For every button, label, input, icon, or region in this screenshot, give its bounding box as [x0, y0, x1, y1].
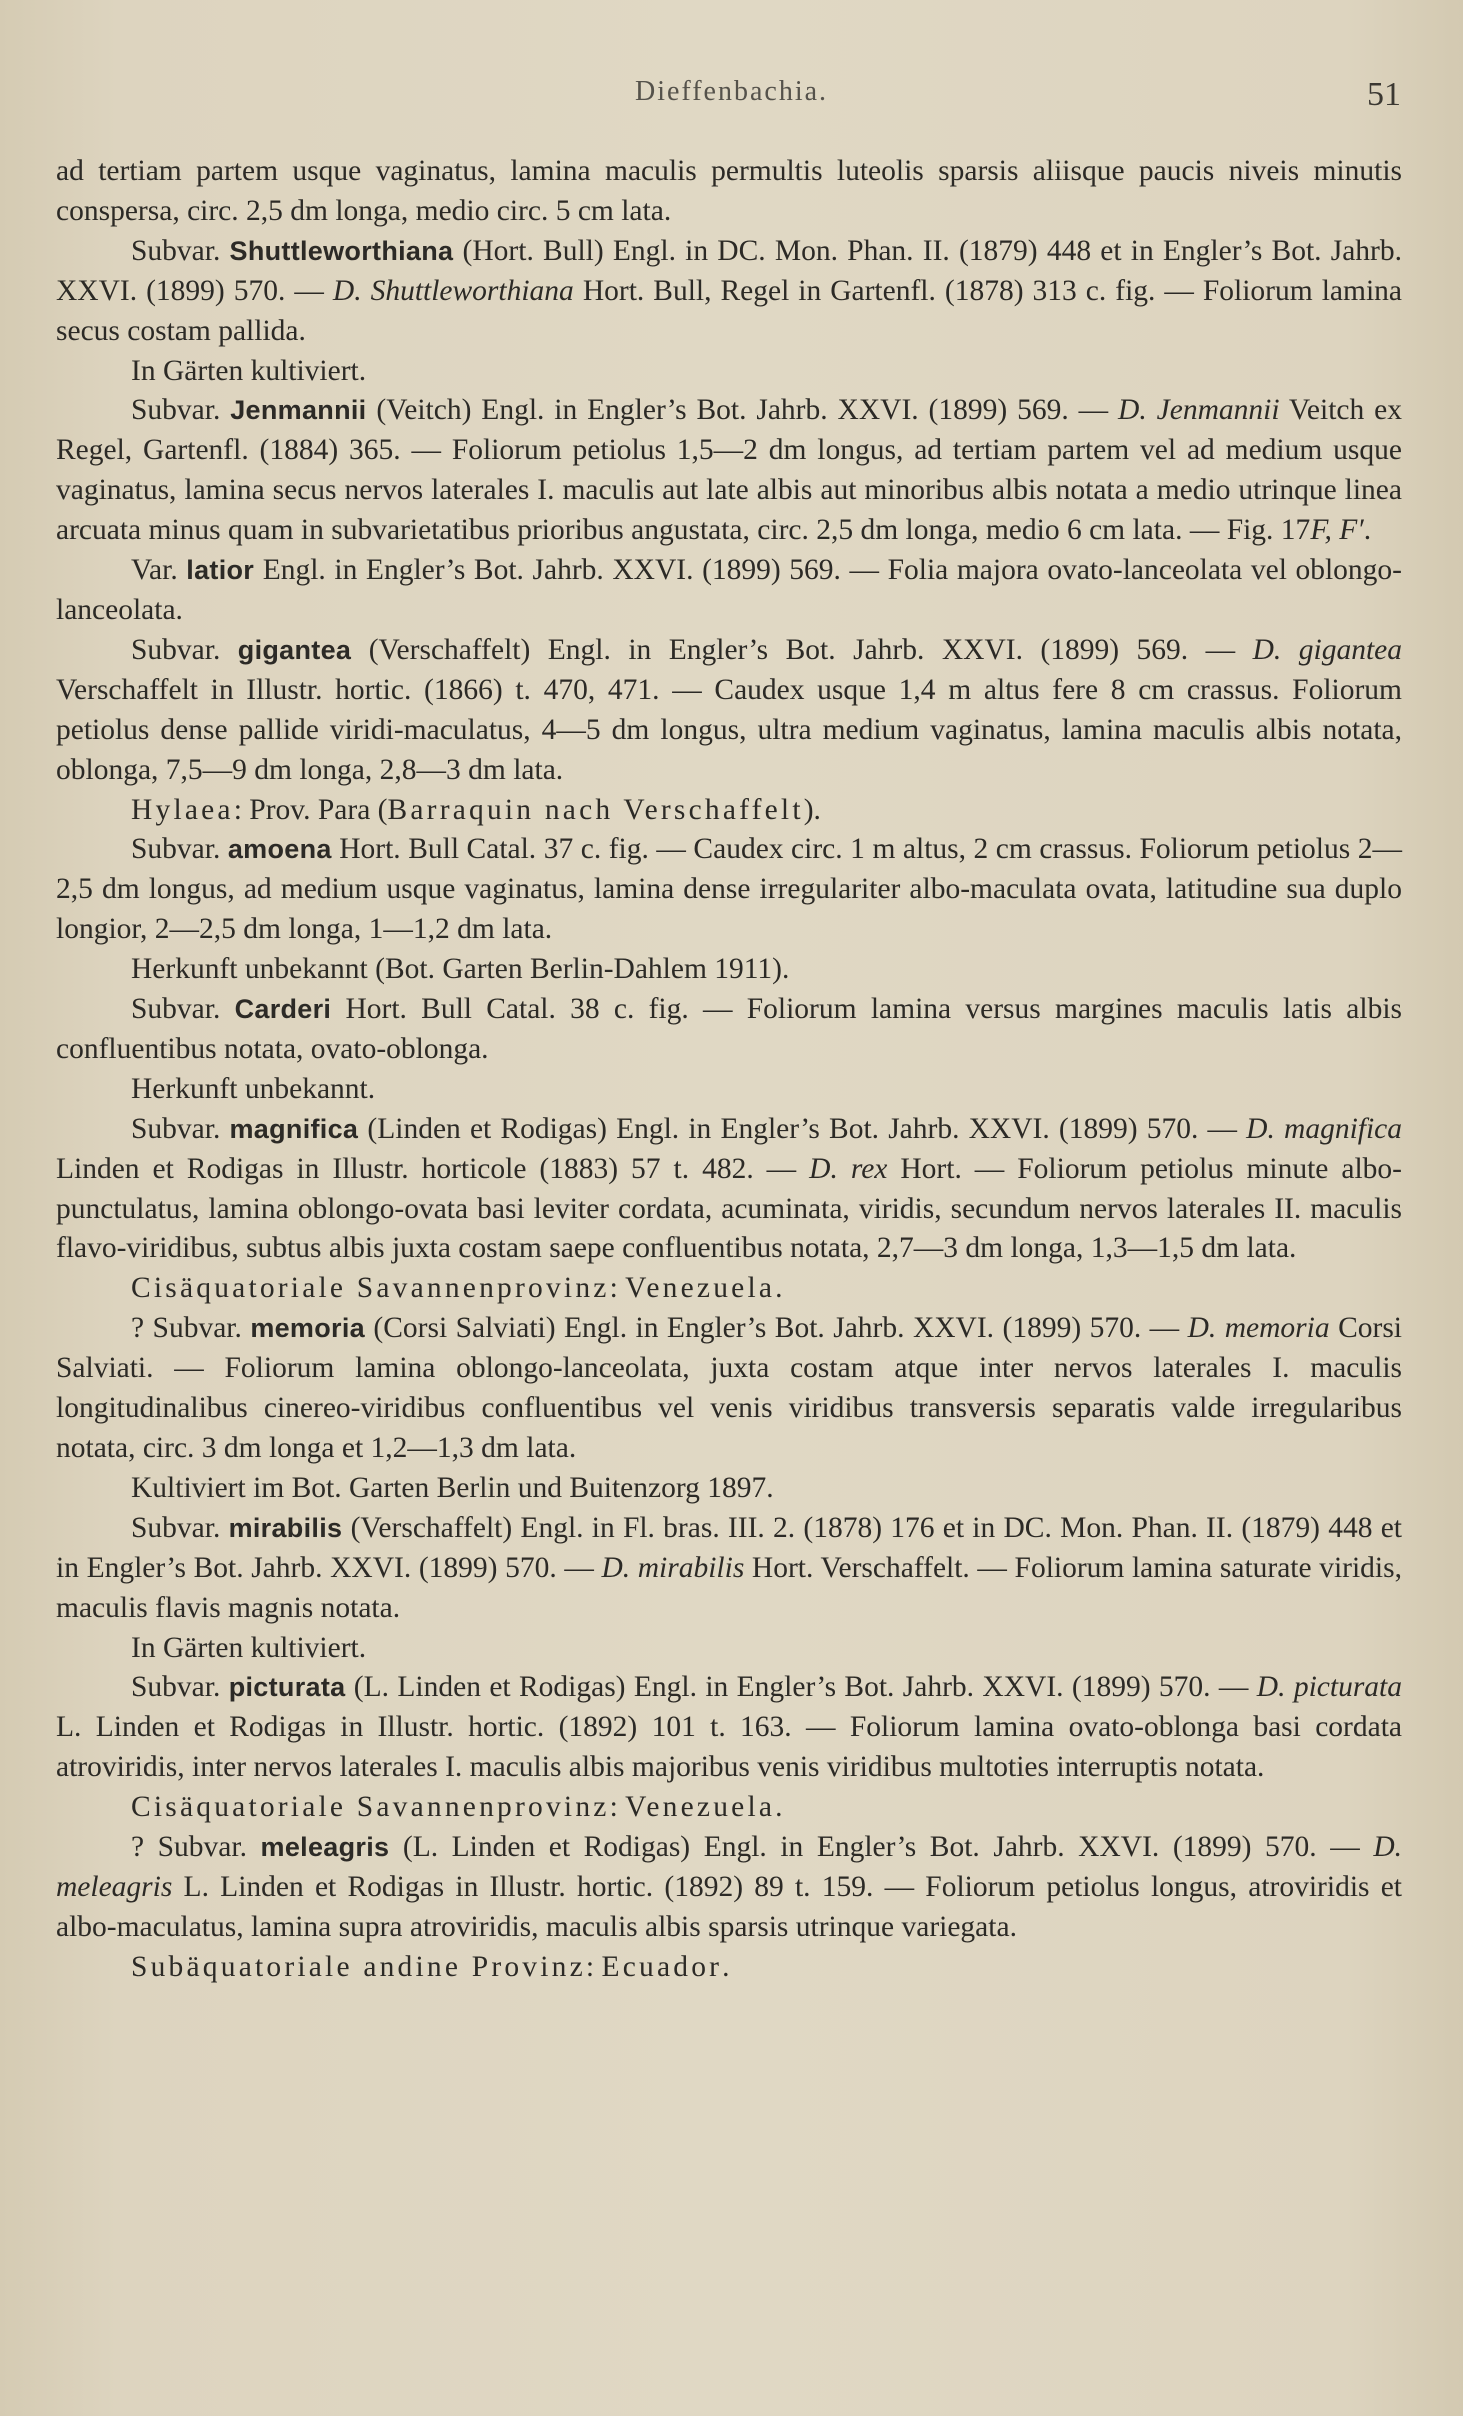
paragraph: [56, 1788, 1402, 1828]
taxon-name: amoena: [227, 834, 332, 865]
paragraph: [56, 1110, 1402, 1270]
text-run: Kultiviert im Bot. Garten Berlin und Buitenzorg 1897.: [131, 1471, 774, 1504]
running-head: Dieffenbachia.: [634, 76, 829, 107]
text-run: Herkunft unbekannt (Bot. Garten Berlin-Dahlem 1911).: [131, 953, 790, 986]
taxon-name: picturata: [228, 1672, 346, 1703]
text-run: Linden et Rodigas in Illustr. horticole (1883) 57 t. 482. —: [56, 1152, 810, 1185]
paragraph: [56, 352, 1402, 392]
text-run: .: [1363, 514, 1372, 547]
text-run: Subvar.: [131, 394, 231, 427]
text-run: Hort. Bull, Regel in Gartenfl. (1878) 313 c. fig. — Foliorum lamina secus costam pallida.: [56, 274, 1402, 347]
text-run: Subvar.: [131, 833, 228, 866]
text-run: :: [585, 1950, 602, 1983]
synonym-italic: D. magnifica: [1246, 1112, 1403, 1145]
text-run: Verschaffelt in Illustr. hortic. (1866) t. 470, 471. — Caudex usque 1,4 m altus fere 8 cm crassus. Foliorum petiolus dense pallide viridi-maculatus, 4—5 dm longus, ultra medium vaginatus, lamina maculis albis notata, oblonga, 7,5—9 dm longa, 2,8—3 dm lata.: [56, 673, 1402, 786]
paragraph: [56, 1948, 1402, 1988]
paragraph: [56, 391, 1402, 551]
paragraph: [56, 1668, 1402, 1788]
text-run: : Prov. Para (: [233, 793, 388, 826]
text-run: Subvar.: [131, 1112, 230, 1145]
text-run: Subvar.: [131, 993, 235, 1026]
synonym-italic: D. gigantea: [1252, 633, 1402, 666]
paragraph: [56, 1469, 1402, 1509]
paragraph: [56, 1070, 1402, 1110]
paragraph: [56, 1828, 1402, 1948]
paragraph: [56, 1309, 1402, 1469]
text-run: (Corsi Salviati) Engl. in Engler’s Bot. Jahrb. XXVI. (1899) 570. —: [364, 1312, 1188, 1345]
text-run: (L. Linden et Rodigas) Engl. in Engler’s Bot. Jahrb. XXVI. (1899) 570. —: [345, 1671, 1257, 1704]
text-run: Veitch ex Regel, Gartenfl. (1884) 365. — Foliorum petiolus 1,5—2 dm longus, ad tertiam partem vel ad medium usque vaginatus, lamina secus nervos laterales I. maculis aut late albis aut minoribus albis notata a medio utrinque linea arcuata minus quam in subvarietatibus prioribus angustata, circ. 2,5 dm longa, medio 6 cm lata. — Fig. 17: [56, 394, 1402, 547]
taxon-name: magnifica: [229, 1113, 359, 1144]
text-run: .: [775, 1272, 783, 1305]
spaced-locality: Barraquin nach Verschaffelt: [387, 793, 804, 826]
paragraph: [56, 830, 1402, 950]
paragraph: [56, 631, 1402, 791]
paragraph: [56, 152, 1402, 232]
page-number: 51: [1367, 76, 1401, 113]
synonym-italic: F, F′: [1310, 514, 1364, 547]
synonym-italic: D. meleagris: [56, 1831, 1402, 1903]
text-body: [56, 152, 1402, 1988]
text-run: Corsi Salviati. — Foliorum lamina oblongo-lanceolata, juxta costam atque inter nervos laterales I. maculis longitudinalibus cinereo-viridibus confluentibus vel venis viridibus transversis separatis valde irregularibus notata, circ. 3 dm longa et 1,2—1,3 dm lata.: [56, 1312, 1402, 1464]
taxon-name: gigantea: [237, 634, 352, 665]
spaced-locality: Venezuela: [625, 1791, 776, 1824]
taxon-name: meleagris: [260, 1832, 390, 1863]
synonym-italic: D. mirabilis: [601, 1551, 745, 1584]
paragraph: [56, 232, 1402, 352]
taxon-name: Carderi: [234, 994, 332, 1025]
text-run: Hort. Bull Catal. 37 c. fig. — Caudex circ. 1 m altus, 2 cm crassus. Foliorum petiolus 2—2,5 dm longus, ad medium usque vaginatus, lamina dense irregulariter albo-maculata ovata, latitudine sua duplo longior, 2—2,5 dm longa, 1—1,2 dm lata.: [56, 833, 1403, 946]
text-run: Engl. in Engler’s Bot. Jahrb. XXVI. (1899) 569. — Folia majora ovato-lanceolata vel oblongo-lanceolata.: [56, 554, 1402, 626]
spaced-locality: Cisäquatoriale Savannenprovinz: [131, 1791, 610, 1824]
text-run: ).: [803, 793, 821, 826]
paragraph: [56, 791, 1402, 831]
text-run: .: [722, 1950, 730, 1983]
spaced-locality: Cisäquatoriale Savannenprovinz: [131, 1272, 610, 1305]
text-run: Subvar.: [131, 1671, 229, 1704]
synonym-italic: D. Shuttleworthiana: [332, 274, 574, 307]
spaced-locality: Ecuador: [601, 1950, 723, 1983]
text-run: Subvar.: [131, 633, 238, 666]
taxon-name: mirabilis: [228, 1512, 343, 1543]
paragraph: [56, 950, 1402, 990]
text-run: .: [775, 1791, 783, 1824]
text-run: Hort. Verschaffelt. — Foliorum lamina saturate viridis, maculis flavis magnis notata.: [56, 1551, 1402, 1624]
spaced-locality: Subäquatoriale andine Provinz: [131, 1950, 586, 1983]
paragraph: [56, 1629, 1402, 1669]
text-run: (Hort. Bull) Engl. in DC. Mon. Phan. II. (1879) 448 et in Engler’s Bot. Jahrb. XXVI. (1899) 570. —: [56, 234, 1402, 307]
text-run: ? Subvar.: [131, 1831, 261, 1864]
taxon-name: latior: [186, 555, 255, 586]
text-run: Hort. — Foliorum petiolus minute albo-punctulatus, lamina oblongo-ovata basi leviter cordata, acuminata, viridis, secundum nervos laterales II. maculis flavo-viridibus, subtus albis juxta costam saepe confluentibus notata, 2,7—3 dm longa, 1,3—1,5 dm lata.: [56, 1152, 1402, 1265]
synonym-italic: D. memoria: [1187, 1312, 1330, 1345]
synonym-italic: D. Jenmannii: [1118, 394, 1280, 427]
text-run: (Verschaffelt) Engl. in Fl. bras. III. 2. (1878) 176 et in DC. Mon. Phan. II. (1879) 448 et in Engler’s Bot. Jahrb. XXVI. (1899) 570. —: [56, 1511, 1402, 1584]
page-header: [0, 76, 1463, 116]
paragraph: [56, 1269, 1402, 1309]
text-run: ad tertiam partem usque vaginatus, lamina maculis permultis luteolis sparsis aliisque paucis niveis minutis conspersa, circ. 2,5 dm longa, medio circ. 5 cm lata.: [56, 155, 1402, 227]
synonym-italic: D. picturata: [1256, 1671, 1403, 1704]
text-run: (Verschaffelt) Engl. in Engler’s Bot. Jahrb. XXVI. (1899) 569. —: [351, 633, 1253, 666]
text-run: In Gärten kultiviert.: [131, 1631, 367, 1664]
paragraph: [56, 1509, 1402, 1629]
taxon-name: Jenmannii: [230, 395, 367, 426]
text-run: Subvar.: [131, 234, 230, 267]
text-run: ? Subvar.: [131, 1312, 251, 1345]
text-run: Hort. Bull Catal. 38 c. fig. — Foliorum lamina versus margines maculis latis albis confluentibus notata, ovato-oblonga.: [56, 993, 1402, 1065]
text-run: :: [609, 1791, 626, 1824]
paragraph: [56, 990, 1402, 1070]
text-run: L. Linden et Rodigas in Illustr. hortic. (1892) 89 t. 159. — Foliorum petiolus longus, atroviridis et albo-maculatus, lamina supra atroviridis, maculis albis sparsis utrinque variegata.: [56, 1870, 1402, 1943]
spaced-locality: Venezuela: [625, 1272, 776, 1305]
taxon-name: Shuttleworthiana: [229, 235, 454, 266]
spaced-locality: Hylaea: [131, 793, 234, 826]
text-run: (L. Linden et Rodigas) Engl. in Engler’s Bot. Jahrb. XXVI. (1899) 570. —: [389, 1831, 1374, 1864]
text-run: Var.: [131, 554, 187, 587]
text-run: (Veitch) Engl. in Engler’s Bot. Jahrb. XXVI. (1899) 569. —: [366, 394, 1119, 427]
text-run: (Linden et Rodigas) Engl. in Engler’s Bot. Jahrb. XXVI. (1899) 570. —: [358, 1112, 1247, 1145]
paragraph: [56, 551, 1402, 631]
text-run: L. Linden et Rodigas in Illustr. hortic. (1892) 101 t. 163. — Foliorum lamina ovato-oblonga basi cordata atroviridis, inter nervos laterales I. maculis albis majoribus venis viridibus multoties interruptis notata.: [56, 1711, 1402, 1784]
synonym-italic: D. rex: [809, 1152, 888, 1185]
taxon-name: memoria: [250, 1313, 365, 1344]
text-run: Herkunft unbekannt.: [131, 1072, 376, 1105]
text-run: In Gärten kultiviert.: [131, 354, 367, 387]
text-run: :: [609, 1272, 626, 1305]
text-run: Subvar.: [131, 1511, 229, 1544]
